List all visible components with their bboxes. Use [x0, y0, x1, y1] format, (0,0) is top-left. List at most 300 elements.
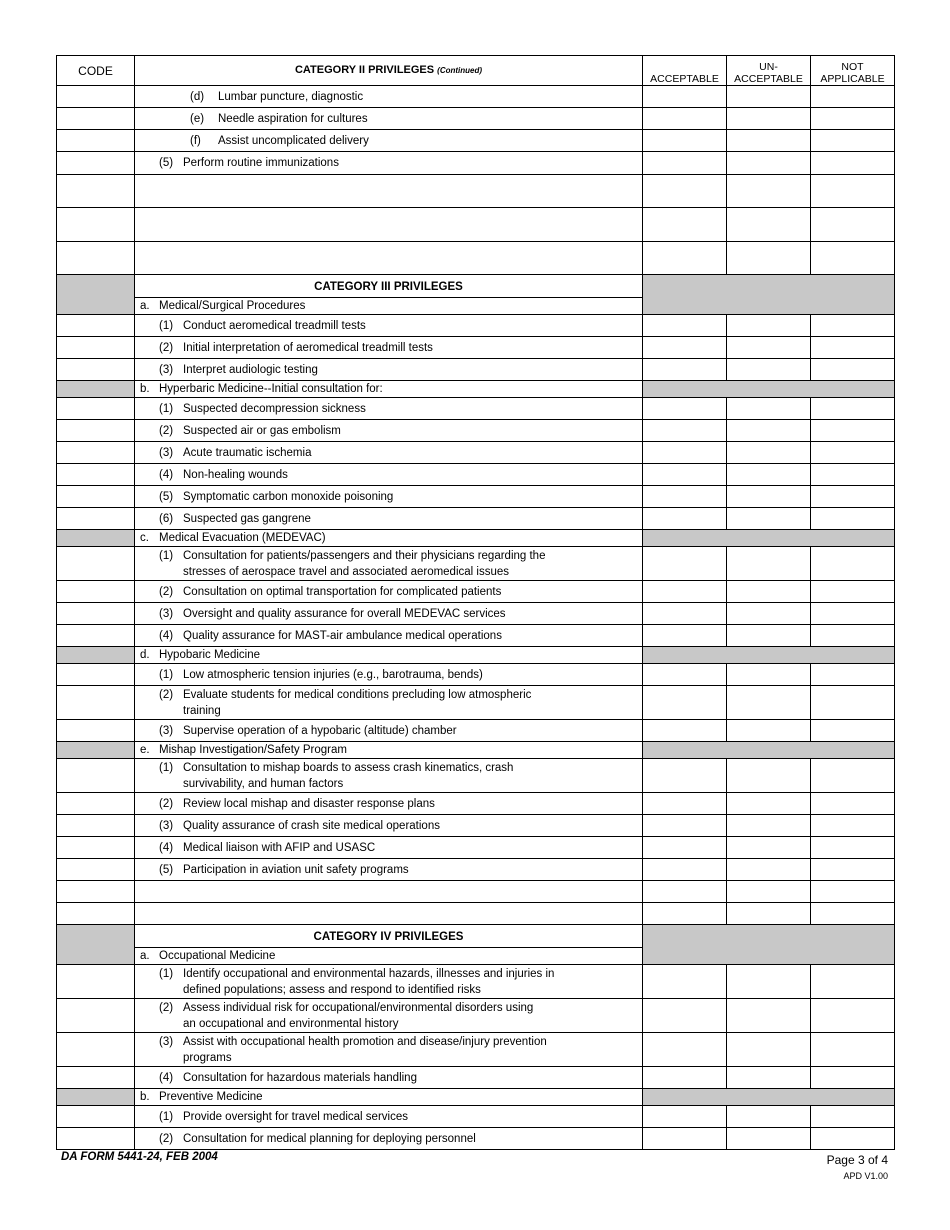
subsection-letter: b.: [140, 1091, 150, 1103]
privilege-description: [135, 547, 643, 581]
blank-row: [57, 881, 895, 903]
category-heading: [135, 925, 643, 965]
list-item: [135, 401, 642, 417]
item-number: (5): [159, 157, 174, 169]
item-text-line2: stresses of aerospace travel and associated aeromedical issues: [183, 565, 510, 578]
list-item: [135, 318, 642, 334]
table-row: [57, 486, 895, 508]
subsection-title: Occupational Medicine: [159, 950, 276, 962]
not-applicable-checkbox-cell[interactable]: [811, 108, 895, 130]
unacceptable-checkbox-cell[interactable]: [727, 859, 811, 881]
not-applicable-checkbox-cell[interactable]: [811, 1128, 895, 1150]
acceptable-checkbox-cell[interactable]: [643, 999, 727, 1033]
blank-description[interactable]: [135, 881, 643, 903]
unacceptable-checkbox-cell[interactable]: [727, 1067, 811, 1089]
item-text: [183, 155, 339, 171]
unacceptable-checkbox-cell[interactable]: [727, 581, 811, 603]
table-row: [57, 547, 895, 581]
code-cell[interactable]: [57, 1128, 135, 1150]
acceptable-checkbox-cell[interactable]: [643, 965, 727, 999]
category-title: CATEGORY IV PRIVILEGES: [135, 925, 642, 948]
item-number: (3): [159, 446, 174, 459]
unacceptable-checkbox-cell[interactable]: [727, 175, 811, 208]
privilege-description: [135, 359, 643, 381]
acceptable-checkbox-cell[interactable]: [643, 581, 727, 603]
table-row: [57, 759, 895, 793]
item-text: [183, 511, 311, 527]
code-cell[interactable]: [57, 837, 135, 859]
unacceptable-checkbox-cell[interactable]: [727, 999, 811, 1033]
not-applicable-checkbox-cell[interactable]: [811, 175, 895, 208]
unacceptable-checkbox-cell[interactable]: [727, 152, 811, 175]
blank-description[interactable]: [135, 242, 643, 275]
code-cell[interactable]: [57, 442, 135, 464]
privilege-description: [135, 815, 643, 837]
acceptable-checkbox-cell[interactable]: [643, 720, 727, 742]
acceptable-checkbox-cell[interactable]: [643, 1067, 727, 1089]
unacceptable-checkbox-cell[interactable]: [727, 837, 811, 859]
acceptable-checkbox-cell[interactable]: [643, 508, 727, 530]
acceptable-checkbox-cell[interactable]: [643, 442, 727, 464]
privilege-description: [135, 420, 643, 442]
acceptable-checkbox-cell[interactable]: [643, 1033, 727, 1067]
unacceptable-header-line1: UN-: [759, 61, 778, 73]
unacceptable-checkbox-cell[interactable]: [727, 464, 811, 486]
privilege-description: [135, 625, 643, 647]
not-applicable-checkbox-cell[interactable]: [811, 759, 895, 793]
code-cell[interactable]: [57, 175, 135, 208]
not-applicable-checkbox-cell[interactable]: [811, 625, 895, 647]
table-row: [57, 720, 895, 742]
acceptable-checkbox-cell[interactable]: [643, 486, 727, 508]
list-item: [135, 1109, 642, 1125]
subsection-label: [135, 1089, 642, 1105]
code-cell[interactable]: [57, 420, 135, 442]
subsection-title: Mishap Investigation/Safety Program: [159, 744, 347, 756]
shaded-code-cell: [57, 742, 135, 759]
acceptable-checkbox-cell[interactable]: [643, 337, 727, 359]
acceptable-checkbox-cell[interactable]: [643, 108, 727, 130]
item-number: (1): [159, 549, 174, 562]
not-applicable-checkbox-cell[interactable]: [811, 464, 895, 486]
acceptable-checkbox-cell[interactable]: [643, 793, 727, 815]
item-text-line1: Perform routine immunizations: [183, 157, 339, 169]
code-cell[interactable]: [57, 625, 135, 647]
item-text-line1: Consultation to mishap boards to assess crash kinematics, crash: [183, 761, 514, 774]
table-row: [57, 686, 895, 720]
unacceptable-checkbox-cell[interactable]: [727, 420, 811, 442]
table-row: [57, 315, 895, 337]
not-applicable-checkbox-cell[interactable]: [811, 965, 895, 999]
subsection-heading: [135, 1089, 643, 1106]
shaded-check-area: [643, 275, 895, 315]
unacceptable-checkbox-cell[interactable]: [727, 686, 811, 720]
list-item: [135, 340, 642, 356]
table-row: [57, 130, 895, 152]
item-text: [183, 1034, 547, 1066]
not-applicable-checkbox-cell[interactable]: [811, 999, 895, 1033]
not-applicable-header: [811, 56, 895, 86]
unacceptable-checkbox-cell[interactable]: [727, 793, 811, 815]
not-applicable-checkbox-cell[interactable]: [811, 903, 895, 925]
not-applicable-checkbox-cell[interactable]: [811, 86, 895, 108]
subsection-title: Hypobaric Medicine: [159, 649, 260, 661]
list-item: [135, 1070, 642, 1086]
acceptable-checkbox-cell[interactable]: [643, 1106, 727, 1128]
shaded-code-cell: [57, 530, 135, 547]
item-number: (4): [159, 468, 174, 481]
privilege-description: [135, 859, 643, 881]
item-text-line2: an occupational and environmental history: [183, 1017, 399, 1030]
item-text-line1: Identify occupational and environmental hazards, illnesses and injuries in: [183, 967, 555, 980]
not-applicable-checkbox-cell[interactable]: [811, 837, 895, 859]
acceptable-checkbox-cell[interactable]: [643, 175, 727, 208]
item-number: (3): [159, 1035, 174, 1048]
list-item: [135, 687, 642, 719]
unacceptable-checkbox-cell[interactable]: [727, 86, 811, 108]
unacceptable-checkbox-cell[interactable]: [727, 359, 811, 381]
category-row: [57, 275, 895, 315]
item-number: (6): [159, 512, 174, 525]
subsection-label: [135, 742, 642, 758]
acceptable-checkbox-cell[interactable]: [643, 420, 727, 442]
not-applicable-checkbox-cell[interactable]: [811, 242, 895, 275]
acceptable-checkbox-cell[interactable]: [643, 464, 727, 486]
unacceptable-checkbox-cell[interactable]: [727, 965, 811, 999]
unacceptable-checkbox-cell[interactable]: [727, 1106, 811, 1128]
item-text-line1: Provide oversight for travel medical services: [183, 1110, 408, 1123]
acceptable-checkbox-cell[interactable]: [643, 152, 727, 175]
not-applicable-checkbox-cell[interactable]: [811, 208, 895, 242]
list-item: [135, 606, 642, 622]
subsection-letter: b.: [140, 383, 150, 395]
list-item: [135, 760, 642, 792]
acceptable-checkbox-cell[interactable]: [643, 859, 727, 881]
acceptable-checkbox-cell[interactable]: [643, 603, 727, 625]
code-cell[interactable]: [57, 242, 135, 275]
code-cell[interactable]: [57, 208, 135, 242]
not-applicable-checkbox-cell[interactable]: [811, 793, 895, 815]
code-cell[interactable]: [57, 720, 135, 742]
shaded-check-area: [643, 925, 895, 965]
not-applicable-checkbox-cell[interactable]: [811, 315, 895, 337]
list-item: [135, 628, 642, 644]
table-row: [57, 337, 895, 359]
subsection-letter: a.: [140, 950, 150, 962]
code-cell[interactable]: [57, 508, 135, 530]
item-text-line1: Quality assurance for MAST-air ambulance medical operations: [183, 629, 502, 642]
unacceptable-checkbox-cell[interactable]: [727, 398, 811, 420]
unacceptable-checkbox-cell[interactable]: [727, 337, 811, 359]
privilege-description: [135, 1033, 643, 1067]
privileges-table: [56, 55, 895, 1150]
list-item: [135, 111, 642, 127]
item-text-line1: Interpret audiologic testing: [183, 363, 318, 376]
code-cell[interactable]: [57, 108, 135, 130]
code-cell[interactable]: [57, 398, 135, 420]
subsection-row: [57, 1089, 895, 1106]
item-text-line1: Consultation for patients/passengers and their physicians regarding the: [183, 549, 546, 562]
unacceptable-checkbox-cell[interactable]: [727, 720, 811, 742]
not-applicable-checkbox-cell[interactable]: [811, 508, 895, 530]
blank-row: [57, 208, 895, 242]
item-text-line1: Initial interpretation of aeromedical treadmill tests: [183, 341, 433, 354]
shaded-check-area: [643, 742, 895, 759]
blank-description[interactable]: [135, 903, 643, 925]
shaded-check-area: [643, 647, 895, 664]
unacceptable-checkbox-cell[interactable]: [727, 208, 811, 242]
item-text: [183, 318, 366, 334]
item-number: (3): [159, 724, 174, 737]
unacceptable-checkbox-cell[interactable]: [727, 547, 811, 581]
not-applicable-checkbox-cell[interactable]: [811, 603, 895, 625]
acceptable-checkbox-cell[interactable]: [643, 903, 727, 925]
not-applicable-checkbox-cell[interactable]: [811, 337, 895, 359]
list-item: [135, 1034, 642, 1066]
list-item: [135, 840, 642, 856]
subsection-letter: e.: [140, 744, 150, 756]
table-row: [57, 603, 895, 625]
code-cell[interactable]: [57, 152, 135, 175]
item-number: (1): [159, 761, 174, 774]
privilege-description: [135, 464, 643, 486]
item-text-line1: Consultation for hazardous materials handling: [183, 1071, 417, 1084]
acceptable-checkbox-cell[interactable]: [643, 759, 727, 793]
not-applicable-checkbox-cell[interactable]: [811, 686, 895, 720]
table-header: [57, 56, 895, 86]
item-number: (f): [190, 134, 201, 147]
privilege-description: [135, 1106, 643, 1128]
privilege-description: [135, 86, 643, 108]
acceptable-checkbox-cell[interactable]: [643, 359, 727, 381]
unacceptable-checkbox-cell[interactable]: [727, 625, 811, 647]
code-cell[interactable]: [57, 315, 135, 337]
subsection-letter: c.: [140, 532, 149, 544]
subsection-heading: [135, 530, 643, 547]
privilege-description: [135, 1067, 643, 1089]
acceptable-checkbox-cell[interactable]: [643, 86, 727, 108]
not-applicable-checkbox-cell[interactable]: [811, 398, 895, 420]
not-applicable-checkbox-cell[interactable]: [811, 1106, 895, 1128]
unacceptable-checkbox-cell[interactable]: [727, 108, 811, 130]
unacceptable-checkbox-cell[interactable]: [727, 1128, 811, 1150]
acceptable-header: ACCEPTABLE: [643, 56, 727, 86]
item-text-line1: Quality assurance of crash site medical operations: [183, 819, 440, 832]
list-item: [135, 423, 642, 439]
code-cell[interactable]: [57, 815, 135, 837]
subsection-label: [135, 948, 642, 964]
category-title: CATEGORY III PRIVILEGES: [135, 275, 642, 298]
acceptable-checkbox-cell[interactable]: [643, 625, 727, 647]
code-cell[interactable]: [57, 359, 135, 381]
blank-description[interactable]: [135, 175, 643, 208]
unacceptable-checkbox-cell[interactable]: [727, 815, 811, 837]
item-text: [183, 401, 366, 417]
code-cell[interactable]: [57, 1067, 135, 1089]
privilege-description: [135, 720, 643, 742]
privilege-description: [135, 664, 643, 686]
code-cell[interactable]: [57, 86, 135, 108]
continued-note: (Continued): [437, 66, 483, 75]
item-number: (1): [159, 967, 174, 980]
item-number: (1): [159, 319, 174, 332]
acceptable-checkbox-cell[interactable]: [643, 547, 727, 581]
acceptable-checkbox-cell[interactable]: [643, 1128, 727, 1150]
item-number: (4): [159, 1071, 174, 1084]
list-item: [135, 796, 642, 812]
item-text: [183, 489, 393, 505]
not-applicable-checkbox-cell[interactable]: [811, 859, 895, 881]
not-applicable-checkbox-cell[interactable]: [811, 1033, 895, 1067]
unacceptable-checkbox-cell[interactable]: [727, 130, 811, 152]
not-applicable-checkbox-cell[interactable]: [811, 664, 895, 686]
subsection-title: Preventive Medicine: [159, 1091, 263, 1103]
shaded-check-area: [643, 381, 895, 398]
not-applicable-checkbox-cell[interactable]: [811, 359, 895, 381]
item-text-line1: Needle aspiration for cultures: [218, 112, 368, 125]
not-applicable-checkbox-cell[interactable]: [811, 152, 895, 175]
item-text-line1: Consultation for medical planning for deploying personnel: [183, 1132, 476, 1145]
code-cell[interactable]: [57, 793, 135, 815]
code-cell[interactable]: [57, 464, 135, 486]
unacceptable-checkbox-cell[interactable]: [727, 242, 811, 275]
unacceptable-header-line2: ACCEPTABLE: [734, 73, 803, 85]
table-row: [57, 1067, 895, 1089]
acceptable-checkbox-cell[interactable]: [643, 837, 727, 859]
item-text-line1: Evaluate students for medical conditions precluding low atmospheric: [183, 688, 532, 701]
item-text: [183, 584, 501, 600]
acceptable-checkbox-cell[interactable]: [643, 208, 727, 242]
item-text: [183, 796, 435, 812]
not-applicable-checkbox-cell[interactable]: [811, 130, 895, 152]
code-cell[interactable]: [57, 664, 135, 686]
acceptable-checkbox-cell[interactable]: [643, 242, 727, 275]
code-cell[interactable]: [57, 903, 135, 925]
item-text: [183, 1131, 476, 1147]
unacceptable-checkbox-cell[interactable]: [727, 881, 811, 903]
not-applicable-checkbox-cell[interactable]: [811, 720, 895, 742]
privilege-description: [135, 686, 643, 720]
list-item: [135, 667, 642, 683]
item-number: (2): [159, 1132, 174, 1145]
shaded-code-cell: [57, 1089, 135, 1106]
unacceptable-header: [727, 56, 811, 86]
unacceptable-checkbox-cell[interactable]: [727, 903, 811, 925]
item-text-line2: programs: [183, 1051, 232, 1064]
item-number: (4): [159, 629, 174, 642]
unacceptable-checkbox-cell[interactable]: [727, 315, 811, 337]
privilege-description: [135, 442, 643, 464]
not-applicable-checkbox-cell[interactable]: [811, 420, 895, 442]
blank-description[interactable]: [135, 208, 643, 242]
subsection-title: Medical/Surgical Procedures: [159, 300, 306, 312]
item-text-line1: Assess individual risk for occupational/environmental disorders using: [183, 1001, 534, 1014]
item-text-line2: survivability, and human factors: [183, 777, 344, 790]
list-item: [135, 362, 642, 378]
code-cell[interactable]: [57, 130, 135, 152]
item-number: (2): [159, 797, 174, 810]
table-row: [57, 1128, 895, 1150]
item-text-line1: Non-healing wounds: [183, 468, 288, 481]
shaded-check-area: [643, 1089, 895, 1106]
unacceptable-checkbox-cell[interactable]: [727, 1033, 811, 1067]
not-applicable-checkbox-cell[interactable]: [811, 815, 895, 837]
item-text-line1: Acute traumatic ischemia: [183, 446, 312, 459]
not-applicable-checkbox-cell[interactable]: [811, 547, 895, 581]
acceptable-checkbox-cell[interactable]: [643, 315, 727, 337]
unacceptable-checkbox-cell[interactable]: [727, 486, 811, 508]
item-number: (2): [159, 688, 174, 701]
not-applicable-checkbox-cell[interactable]: [811, 442, 895, 464]
list-item: [135, 467, 642, 483]
list-item: [135, 511, 642, 527]
unacceptable-checkbox-cell[interactable]: [727, 759, 811, 793]
subsection-label: [135, 381, 642, 397]
item-text-line1: Consultation on optimal transportation for complicated patients: [183, 585, 502, 598]
form-version: APD V1.00: [843, 1171, 888, 1181]
table-row: [57, 420, 895, 442]
acceptable-checkbox-cell[interactable]: [643, 398, 727, 420]
code-cell[interactable]: [57, 337, 135, 359]
code-cell[interactable]: [57, 581, 135, 603]
not-applicable-checkbox-cell[interactable]: [811, 486, 895, 508]
code-cell[interactable]: [57, 881, 135, 903]
item-text: [183, 362, 318, 378]
code-cell[interactable]: [57, 486, 135, 508]
code-cell[interactable]: [57, 686, 135, 720]
unacceptable-checkbox-cell[interactable]: [727, 508, 811, 530]
acceptable-checkbox-cell[interactable]: [643, 815, 727, 837]
table-row: [57, 664, 895, 686]
acceptable-checkbox-cell[interactable]: [643, 664, 727, 686]
code-cell[interactable]: [57, 603, 135, 625]
subsection-row: [57, 647, 895, 664]
subsection-label: [135, 647, 642, 663]
code-cell[interactable]: [57, 999, 135, 1033]
acceptable-checkbox-cell[interactable]: [643, 130, 727, 152]
code-cell[interactable]: [57, 1033, 135, 1067]
item-text: [183, 445, 311, 461]
not-applicable-checkbox-cell[interactable]: [811, 881, 895, 903]
item-text: [183, 606, 506, 622]
code-cell[interactable]: [57, 547, 135, 581]
unacceptable-checkbox-cell[interactable]: [727, 603, 811, 625]
not-applicable-checkbox-cell[interactable]: [811, 581, 895, 603]
code-cell[interactable]: [57, 1106, 135, 1128]
table-row: [57, 442, 895, 464]
code-cell[interactable]: [57, 859, 135, 881]
not-applicable-checkbox-cell[interactable]: [811, 1067, 895, 1089]
subsection-letter: a.: [140, 300, 150, 312]
privilege-description: [135, 508, 643, 530]
blank-row: [57, 903, 895, 925]
list-item: [135, 1000, 642, 1032]
code-cell[interactable]: [57, 965, 135, 999]
item-text-line1: Conduct aeromedical treadmill tests: [183, 319, 366, 332]
item-text: [183, 966, 554, 998]
privilege-description: [135, 486, 643, 508]
acceptable-checkbox-cell[interactable]: [643, 881, 727, 903]
unacceptable-checkbox-cell[interactable]: [727, 442, 811, 464]
unacceptable-checkbox-cell[interactable]: [727, 664, 811, 686]
acceptable-checkbox-cell[interactable]: [643, 686, 727, 720]
subsection-label: [135, 530, 642, 546]
code-cell[interactable]: [57, 759, 135, 793]
shaded-code-cell: [57, 381, 135, 398]
list-item: [135, 445, 642, 461]
table-row: [57, 464, 895, 486]
table-row: [57, 86, 895, 108]
